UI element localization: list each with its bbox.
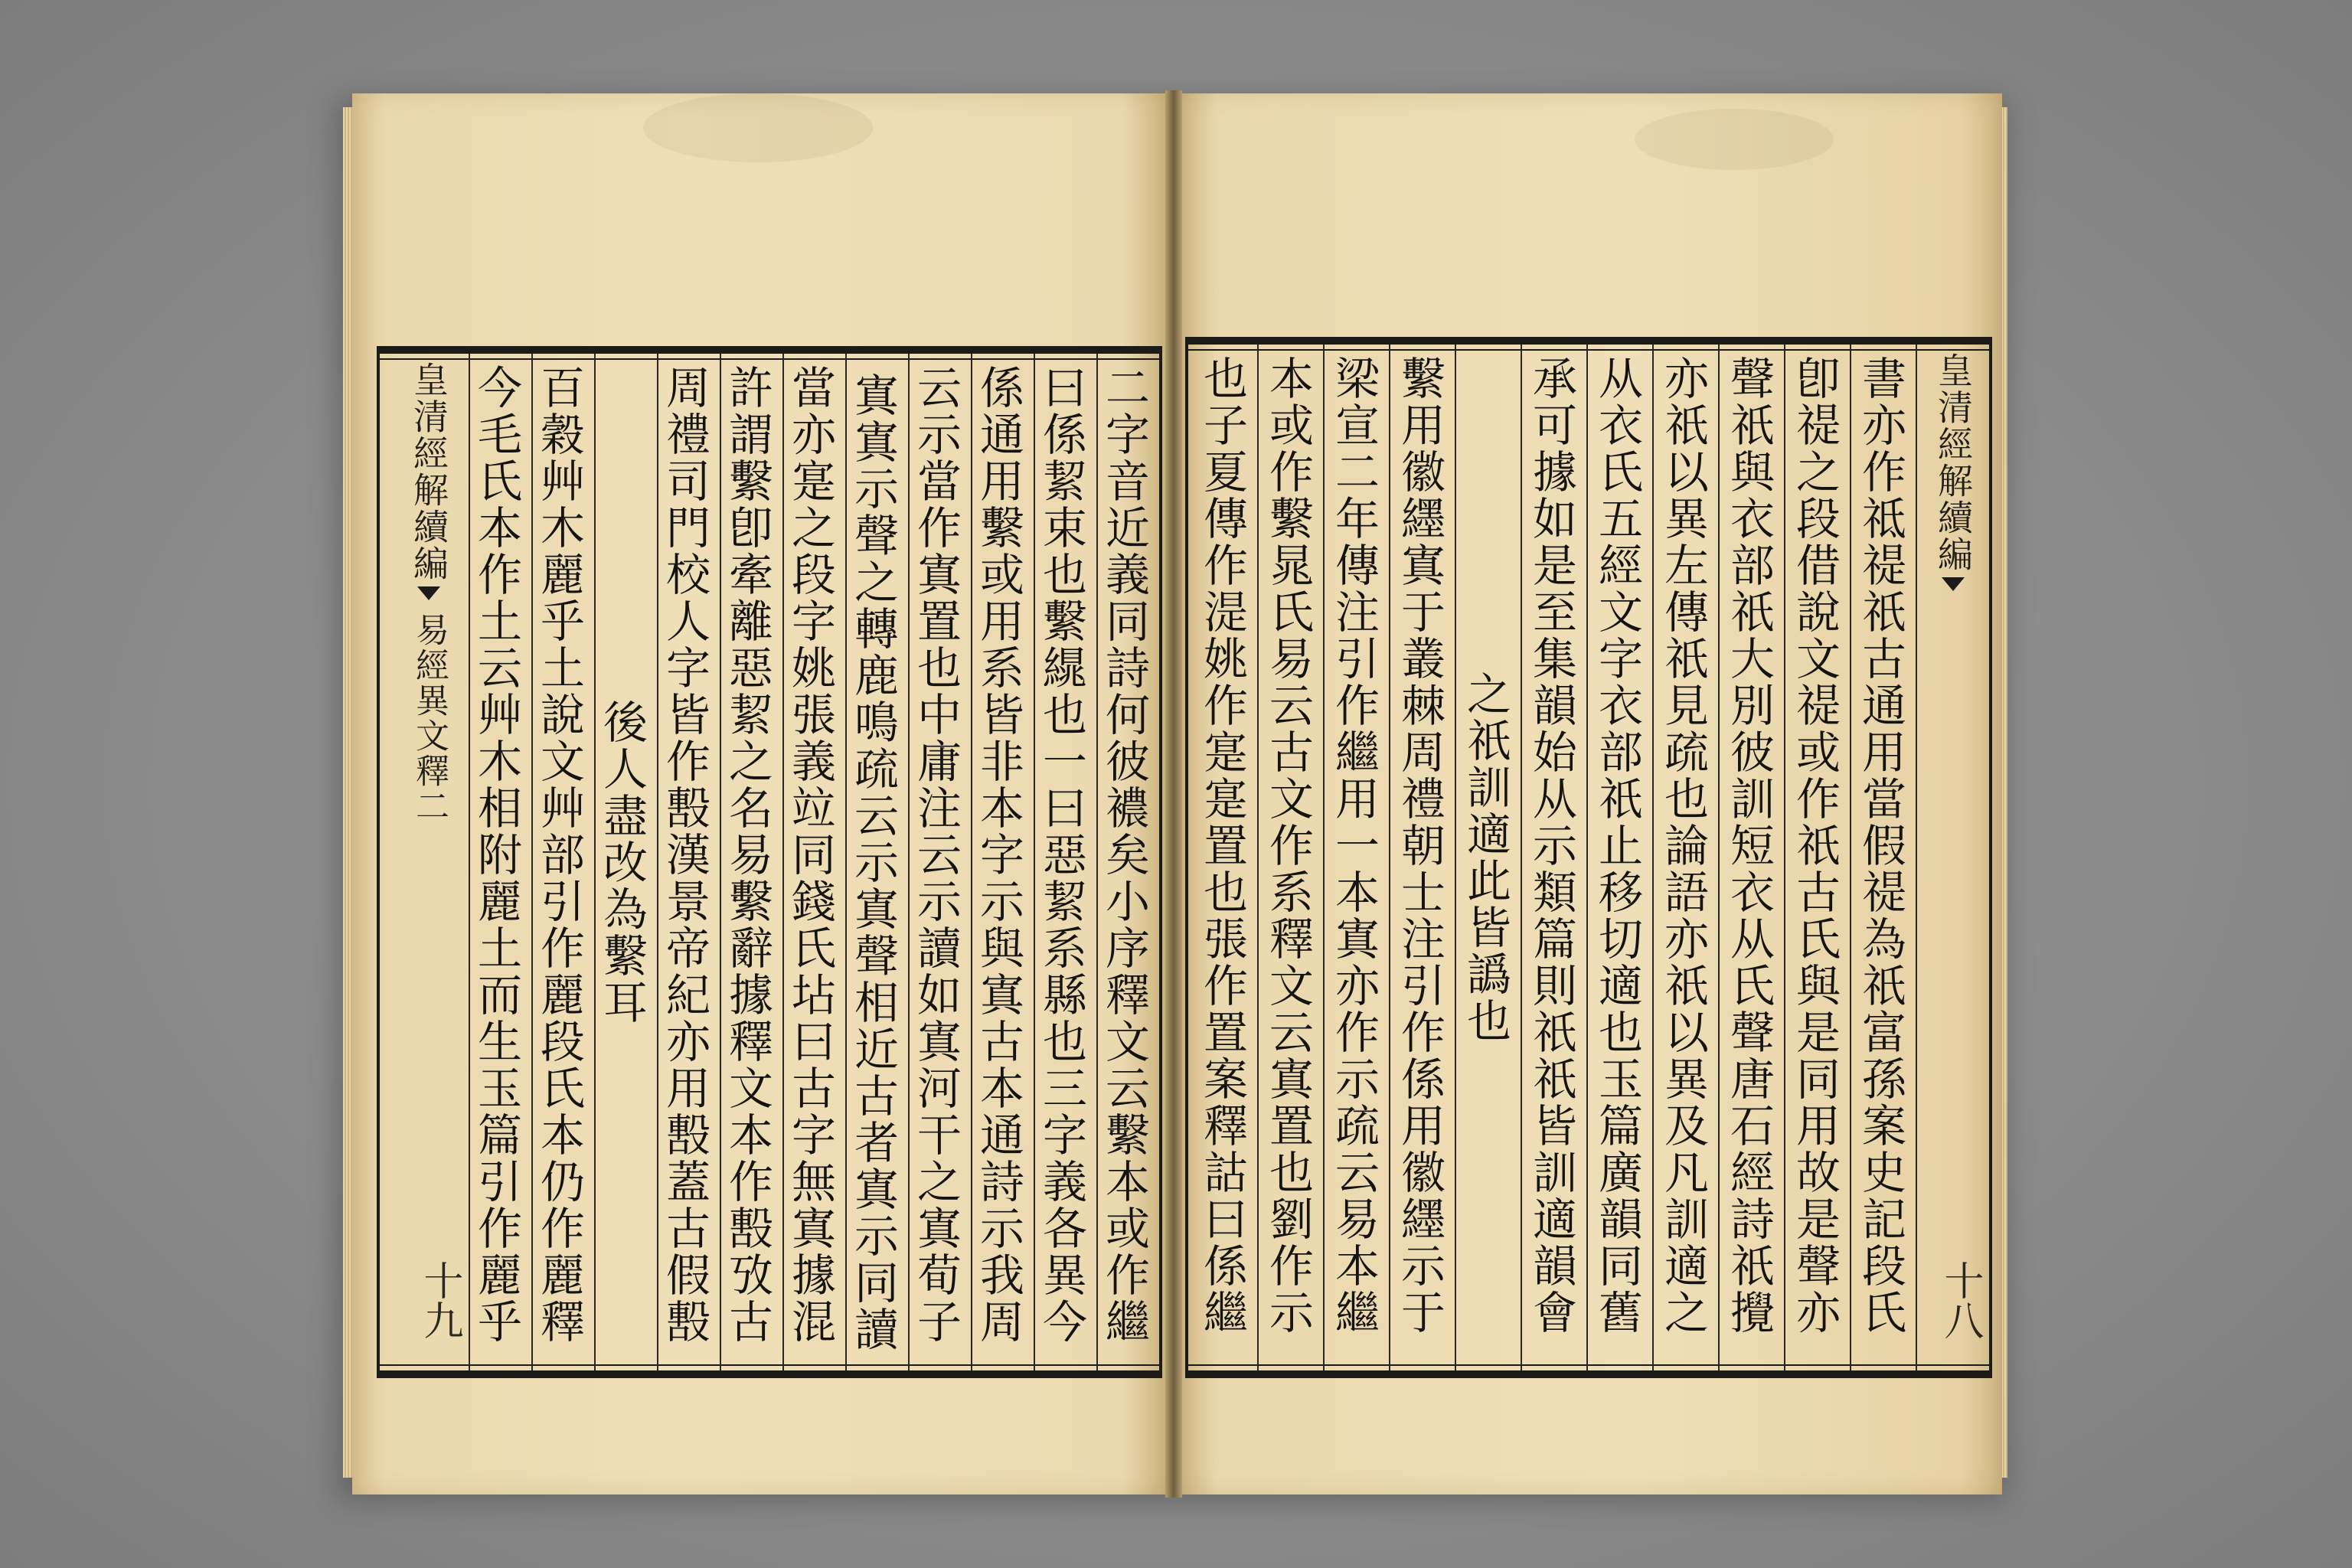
paper-stain <box>1635 109 1834 170</box>
column-text: 曰係絜束也繫繉也一曰惡絜系縣也三字義各異今 <box>1035 364 1087 1345</box>
text-column <box>1652 345 1718 1370</box>
text-column <box>1191 345 1257 1370</box>
column-text: 卽禔之段借說文禔或作祇古氏與是同用故是聲亦 <box>1788 355 1841 1336</box>
column-text: 本或作繫晁氏易云古文作系釋文云寘置也劉作示 <box>1262 355 1314 1336</box>
column-text: 梁宣二年傳注引作繼用一本寘亦作示疏云易本繼 <box>1328 355 1380 1336</box>
column-text: 繫用徽纆寘于叢棘周禮朝士注引作係用徽纆示于 <box>1393 355 1446 1336</box>
column-text: 亦祇以異左傳祇見疏也論語亦祇以異及凡訓適之 <box>1657 355 1709 1336</box>
text-column <box>908 354 971 1370</box>
text-column <box>971 354 1034 1370</box>
column-text: 二字音近義同詩何彼襛矣小序釋文云繫本或作繼 <box>1098 364 1150 1345</box>
column-text: 之祇訓適此皆譌也 <box>1459 671 1511 1044</box>
text-column <box>720 354 782 1370</box>
book-gutter <box>1165 90 1182 1498</box>
column-text: 許謂繫卽牽離惡絜之名易繫辭據釋文本作毄攷古 <box>721 364 773 1345</box>
column-text: 也子夏傳作湜姚作寔寔置也張作置案釋詁曰係繼 <box>1196 355 1248 1336</box>
text-column <box>1257 345 1323 1370</box>
right-columns <box>1188 345 1989 1370</box>
text-column <box>1096 354 1159 1370</box>
fish-tail-mark <box>1942 577 1965 591</box>
column-text: 後人盡改為繫耳 <box>596 698 648 1026</box>
left-margin-column <box>389 354 469 1370</box>
column-text: 聲祇與衣部祇大別彼訓短衣从氏聲唐石經詩祇攪 <box>1723 355 1775 1336</box>
text-column <box>782 354 845 1370</box>
text-column <box>1521 345 1586 1370</box>
book-title: 皇清經解續編 <box>1932 352 1974 573</box>
right-margin-column <box>1916 345 1989 1370</box>
text-column <box>1718 345 1784 1370</box>
column-text: 承可據如是至集韻始从示類篇則祇祇皆訓適韻會 <box>1525 355 1577 1336</box>
book-title: 皇清經解續編 <box>408 361 449 582</box>
column-text: 周禮司門校人字皆作毄漢景帝紀亦用毄蓋古假毄 <box>658 364 710 1345</box>
column-text: 當亦寔之段字姚張義竝同錢氏坫曰古字無寘據混 <box>784 364 836 1345</box>
column-text: 从衣氏五經文字衣部祇止移切適也玉篇廣韻同舊 <box>1591 355 1643 1336</box>
text-column <box>1586 345 1652 1370</box>
paper-stain <box>643 93 873 162</box>
column-text: 云示當作寘置也中庸注云示讀如寘河干之寘荀子 <box>910 364 962 1345</box>
text-column <box>594 354 657 1370</box>
column-text: 今毛氏本作土云艸木相附麗土而生玉篇引作麗乎 <box>470 364 522 1345</box>
chapter-title: 易經異文釋二 <box>410 612 449 824</box>
text-column <box>1455 345 1521 1370</box>
text-column <box>1323 345 1389 1370</box>
text-column <box>1850 345 1916 1370</box>
text-column <box>657 354 720 1370</box>
text-column <box>845 354 908 1370</box>
text-column <box>1034 354 1096 1370</box>
text-column <box>469 354 531 1370</box>
left-text-frame <box>377 346 1162 1378</box>
page-number: 十八 <box>1937 1260 1983 1340</box>
right-text-frame <box>1185 337 1992 1378</box>
column-text: 係通用繫或用系皆非本字示與寘古本通詩示我周 <box>972 364 1024 1345</box>
page-number: 十九 <box>416 1260 462 1340</box>
column-text: 書亦作祗禔祇古通用當假禔為祇富孫案史記段氏 <box>1854 355 1906 1336</box>
fish-tail-mark <box>417 586 440 600</box>
text-column <box>531 354 594 1370</box>
column-text: 百穀艸木麗乎土說文艸部引作麗段氏本仍作麗釋 <box>533 364 585 1345</box>
text-column <box>1784 345 1850 1370</box>
left-columns <box>380 354 1159 1370</box>
text-column <box>1389 345 1455 1370</box>
column-text: 寘寘示聲之轉鹿鳴疏云示寘聲相近古者寘示同讀 <box>847 371 899 1353</box>
